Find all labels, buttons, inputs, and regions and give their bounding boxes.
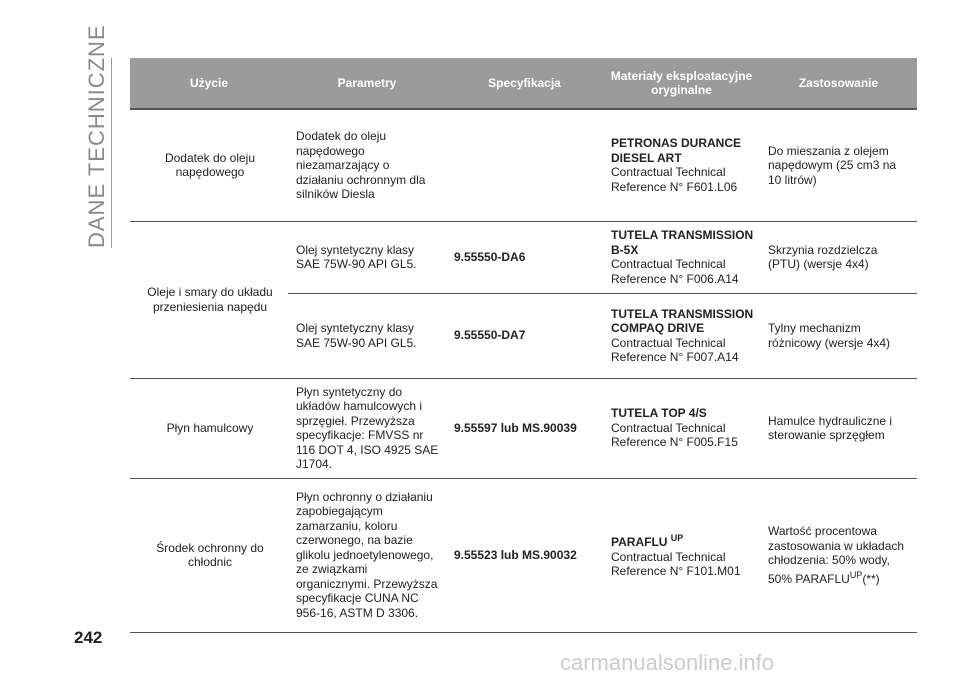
cell-params: Płyn ochronny o działaniu zapobiegającym zamarzaniu, koloru czerwonego, na bazie glikolu jednoetylenowego, ze związkami organicznymi. Przewyższa specyfikacje CUNA NC 956-16, ASTM D 3306. xyxy=(288,478,446,632)
watermark: carmanualsonline.info xyxy=(560,650,775,675)
header-use: Użycie xyxy=(130,58,288,109)
header-application: Zastosowanie xyxy=(760,58,917,109)
cell-material xyxy=(603,221,760,293)
material-name: TUTELA TRANSMISSION B-5X xyxy=(611,228,754,257)
header-spec: Specyfikacja xyxy=(446,58,603,109)
cell-params: Płyn syntetyczny do układów hamulcowych i sprzęgieł. Przewyższa specyfikacje: FMVSS nr 116 DOT 4, ISO 4925 SAE J1704. xyxy=(288,378,446,478)
cell-spec: 9.55597 lub MS.90039 xyxy=(446,378,603,478)
header-materials: Materiały eksploatacyjne oryginalne xyxy=(603,58,760,109)
table-row xyxy=(130,478,917,632)
cell-material xyxy=(603,378,760,478)
page-number: 242 xyxy=(74,628,103,647)
table-header-row xyxy=(130,58,917,109)
material-name-text: PARAFLU xyxy=(611,535,668,550)
table-row xyxy=(130,109,917,221)
cell-application xyxy=(760,478,917,632)
cell-use: Oleje i smary do układu przeniesienia napędu xyxy=(130,221,288,378)
cell-use: Środek ochronny do chłodnic xyxy=(130,478,288,632)
section-rule xyxy=(111,58,112,248)
material-name: TUTELA TRANSMISSION COMPAQ DRIVE xyxy=(611,306,754,335)
cell-spec xyxy=(446,109,603,221)
cell-params: Olej syntetyczny klasy SAE 75W-90 API GL5. xyxy=(288,293,446,378)
cell-use: Dodatek do oleju napędowego xyxy=(130,109,288,221)
material-ref: Contractual Technical Reference N° F101.M01 xyxy=(611,549,741,579)
cell-spec: 9.55550-DA7 xyxy=(446,293,603,378)
material-ref: Contractual Technical Reference N° F006.A14 xyxy=(611,257,739,286)
header-params: Parametry xyxy=(288,58,446,109)
application-text: Wartość procentowa zastosowania w układach chłodzenia: 50% wody, 50% PARAFLU xyxy=(768,524,905,586)
material-ref: Contractual Technical Reference N° F007.A14 xyxy=(611,335,739,364)
material-name: TUTELA TOP 4/S xyxy=(611,406,707,421)
cell-spec: 9.55523 lub MS.90032 xyxy=(446,478,603,632)
cell-material xyxy=(603,478,760,632)
table-row xyxy=(130,221,917,293)
cell-application: Do mieszania z olejem napędowym (25 cm3 na 10 litrów) xyxy=(760,109,917,221)
material-name xyxy=(611,531,754,550)
table-row xyxy=(130,378,917,478)
cell-material xyxy=(603,109,760,221)
cell-application: Skrzynia rozdzielcza (PTU) (wersje 4x4) xyxy=(760,221,917,293)
cell-use: Płyn hamulcowy xyxy=(130,378,288,478)
material-ref: Contractual Technical Reference N° F601.L06 xyxy=(611,165,738,194)
material-name: PETRONAS DURANCE DIESEL ART xyxy=(611,136,742,165)
cell-application: Hamulce hydrauliczne i sterowanie sprzęgłem xyxy=(760,378,917,478)
material-name-superscript: UP xyxy=(670,533,684,544)
cell-params: Olej syntetyczny klasy SAE 75W-90 API GL5. xyxy=(288,221,446,293)
section-title: DANE TECHNICZNE xyxy=(84,24,109,248)
cell-spec: 9.55550-DA6 xyxy=(446,221,603,293)
application-footnote: (**) xyxy=(862,571,880,586)
cell-params: Dodatek do oleju napędowego niezamarzający o działaniu ochronnym dla silników Diesla xyxy=(288,109,446,221)
cell-application: Tylny mechanizm różnicowy (wersje 4x4) xyxy=(760,293,917,378)
fluids-table xyxy=(130,58,917,633)
material-ref: Contractual Technical Reference N° F005.F15 xyxy=(611,420,738,450)
application-superscript: UP xyxy=(849,569,863,580)
cell-material xyxy=(603,293,760,378)
